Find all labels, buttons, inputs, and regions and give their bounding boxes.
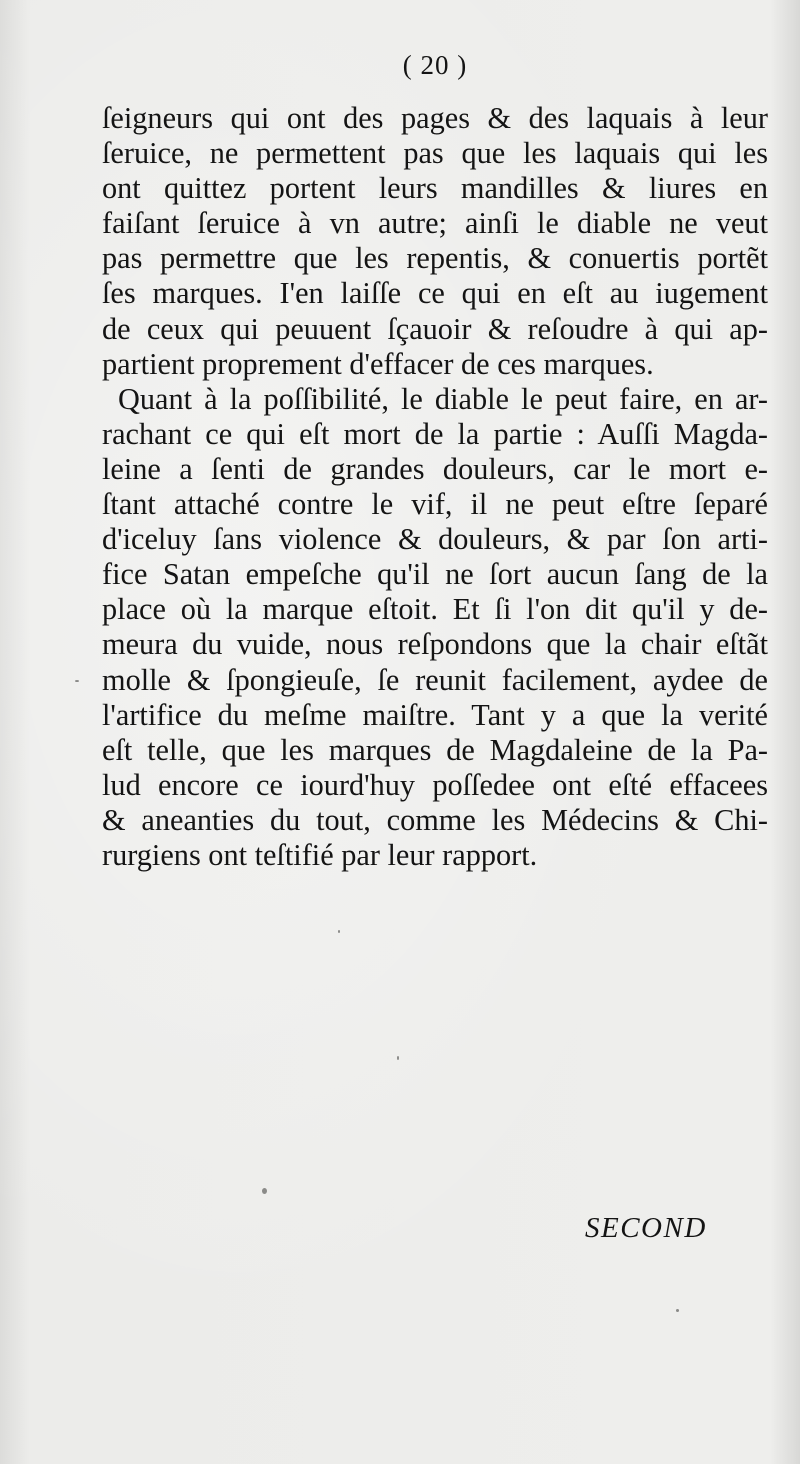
speck bbox=[397, 1056, 399, 1060]
text-line: ſeigneurs qui ont des pages & des laquais à leur bbox=[102, 101, 768, 135]
text-line: de ceux qui peuuent ſçauoir & reſoudre à qui ap- bbox=[102, 311, 768, 346]
body-text bbox=[102, 101, 768, 873]
text-line: ſes marques. I'en laiſſe ce qui en eſt au iugement bbox=[102, 276, 768, 311]
text-line: & aneanties du tout, comme les Médecins & Chi- bbox=[102, 802, 768, 837]
text-line: rachant ce qui eſt mort de la partie : Auſſi Magda- bbox=[102, 416, 768, 451]
text-line: pas permettre que les repentis, & conuertis portẽt bbox=[102, 241, 768, 276]
text-line: eſt telle, que les marques de Magdaleine de la Pa- bbox=[102, 732, 768, 767]
text-line: Quant à la poſſibilité, le diable le peut faire, en ar- bbox=[118, 381, 768, 416]
text-line: rurgiens ont teſtifié par leur rapport. bbox=[102, 837, 538, 872]
text-line: partient proprement d'effacer de ces marques. bbox=[102, 346, 654, 381]
text-line: molle & ſpongieuſe, ſe reunit facilement, aydee de bbox=[102, 662, 768, 697]
text-line: fice Satan empeſche qu'il ne ſort aucun ſang de la bbox=[102, 557, 768, 592]
text-line: place où la marque eſtoit. Et ſi l'on dit qu'il y de- bbox=[102, 592, 768, 627]
speck bbox=[338, 930, 340, 933]
text-line: faiſant ſeruice à vn autre; ainſi le diable ne veut bbox=[102, 206, 768, 241]
text-line: ont quittez portent leurs mandilles & liures en bbox=[102, 171, 768, 206]
text-line: ſeruice, ne permettent pas que les laquais qui les bbox=[102, 136, 768, 171]
page-number: ( 20 ) bbox=[402, 50, 468, 80]
text-line: leine a ſenti de grandes douleurs, car le mort e- bbox=[102, 451, 768, 486]
text-line: ſtant attaché contre le vif, il ne peut eſtre ſeparé bbox=[102, 487, 768, 522]
text-line: meura du vuide, nous reſpondons que la chair eſtãt bbox=[102, 627, 768, 662]
speck bbox=[676, 1309, 679, 1312]
text-line: l'artifice du meſme maiſtre. Tant y a que la verité bbox=[102, 697, 768, 732]
catchword: SECOND bbox=[585, 1212, 707, 1244]
speck bbox=[75, 680, 79, 682]
text-line: d'iceluy ſans violence & douleurs, & par ſon arti- bbox=[102, 522, 768, 557]
text-line: lud encore ce iourd'huy poſſedee ont eſté effacees bbox=[102, 767, 768, 802]
speck bbox=[262, 1188, 267, 1194]
